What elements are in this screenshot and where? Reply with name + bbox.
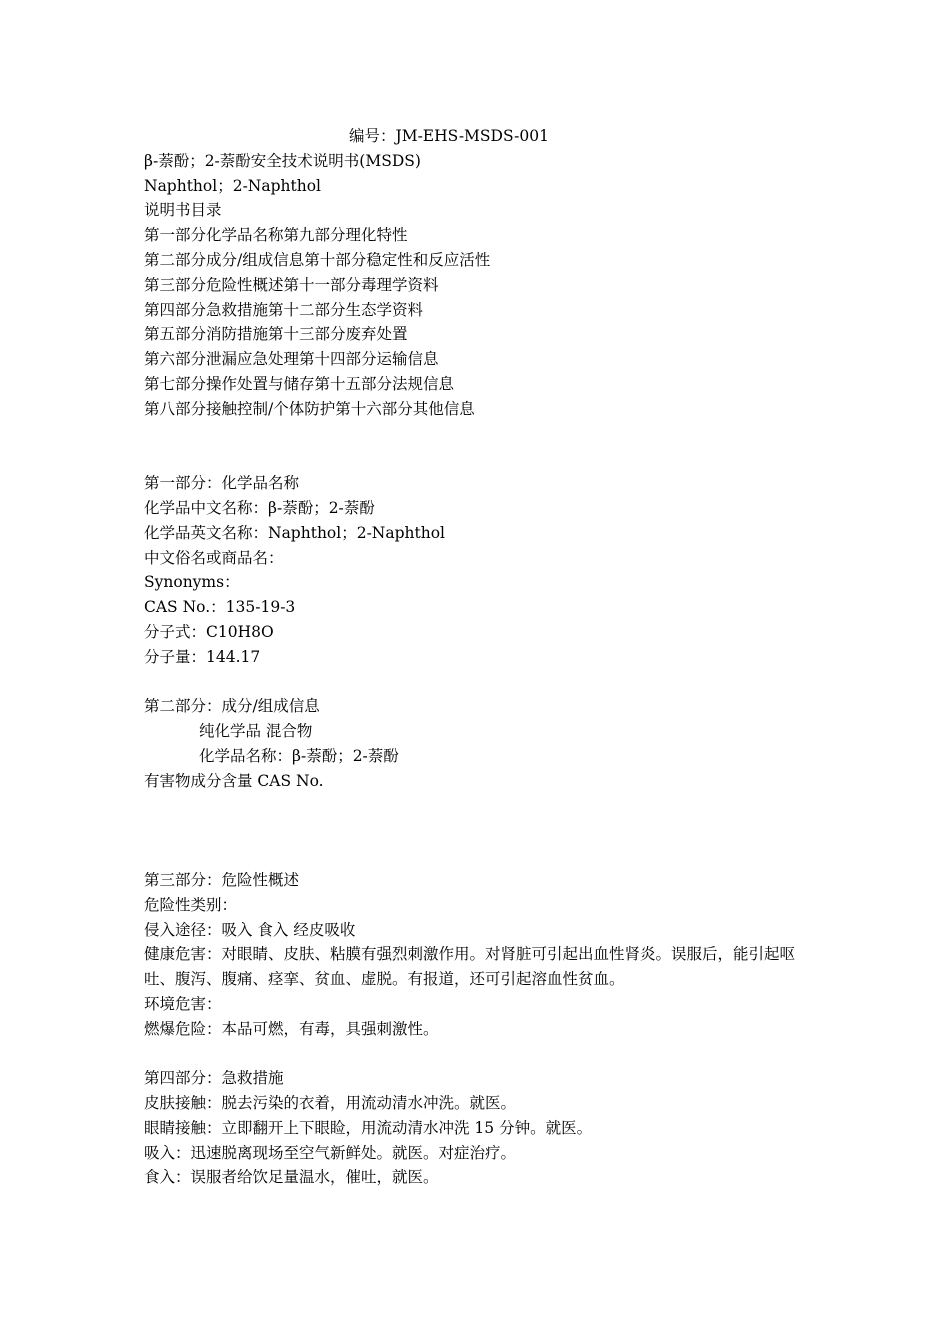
part3-category: 危险性类别： bbox=[144, 895, 238, 914]
part1-weight: 分子量：144.17 bbox=[144, 647, 261, 666]
toc-heading: 说明书目录 bbox=[144, 201, 222, 220]
part1-formula: 分子式：C10H8O bbox=[144, 622, 274, 641]
english-name: Naphthol；2-Naphthol bbox=[144, 176, 322, 195]
toc-item: 第四部分急救措施第十二部分生态学资料 bbox=[144, 300, 424, 319]
toc-item: 第七部分操作处置与储存第十五部分法规信息 bbox=[144, 374, 455, 393]
toc-item: 第八部分接触控制/个体防护第十六部分其他信息 bbox=[144, 399, 475, 418]
part1-synonyms: Synonyms： bbox=[144, 573, 240, 592]
part1-en-name: 化学品英文名称：Naphthol；2-Naphthol bbox=[144, 523, 446, 542]
part1-heading: 第一部分：化学品名称 bbox=[144, 474, 300, 493]
toc-item: 第三部分危险性概述第十一部分毒理学资料 bbox=[144, 275, 439, 294]
part3-fire: 燃爆危险：本品可燃，有毒，具强刺激性。 bbox=[144, 1019, 439, 1038]
part1-common-name: 中文俗名或商品名： bbox=[144, 548, 284, 567]
toc-item: 第五部分消防措施第十三部分废弃处置 bbox=[144, 325, 408, 344]
doc-number: 编号：JM-EHS-MSDS-001 bbox=[348, 127, 549, 145]
part2-hazard: 有害物成分含量 CAS No. bbox=[144, 771, 324, 790]
part2-name: 化学品名称：β-萘酚；2-萘酚 bbox=[199, 746, 399, 765]
toc-item: 第二部分成分/组成信息第十部分稳定性和反应活性 bbox=[144, 250, 491, 269]
document-body bbox=[144, 124, 824, 1190]
part3-health-line1: 健康危害：对眼睛、皮肤、粘膜有强烈刺激作用。对肾脏可引起出血性肾炎。误服后，能引起呕 bbox=[144, 945, 796, 964]
part2-heading: 第二部分：成分/组成信息 bbox=[144, 697, 320, 716]
part1-cn-name: 化学品中文名称：β-萘酚；2-萘酚 bbox=[144, 498, 375, 517]
part4-inhale: 吸入：迅速脱离现场至空气新鲜处。就医。对症治疗。 bbox=[144, 1143, 517, 1162]
part3-health-line2: 吐、腹泻、腹痛、痉挛、贫血、虚脱。有报道，还可引起溶血性贫血。 bbox=[144, 970, 625, 989]
part4-skin: 皮肤接触：脱去污染的衣着，用流动清水冲洗。就医。 bbox=[144, 1094, 517, 1113]
part3-route: 侵入途径：吸入 食入 经皮吸收 bbox=[144, 920, 356, 939]
part1-cas: CAS No.：135-19-3 bbox=[144, 598, 296, 617]
toc-item: 第六部分泄漏应急处理第十四部分运输信息 bbox=[144, 350, 439, 369]
part3-heading: 第三部分：危险性概述 bbox=[144, 870, 300, 889]
part4-ingest: 食入：误服者给饮足量温水，催吐，就医。 bbox=[144, 1168, 439, 1187]
doc-title: β-萘酚；2-萘酚安全技术说明书(MSDS) bbox=[144, 151, 421, 170]
part4-heading: 第四部分：急救措施 bbox=[144, 1069, 284, 1088]
part4-eye: 眼睛接触：立即翻开上下眼睑，用流动清水冲洗 15 分钟。就医。 bbox=[144, 1118, 593, 1137]
part3-environment: 环境危害： bbox=[144, 994, 222, 1013]
toc-item: 第一部分化学品名称第九部分理化特性 bbox=[144, 226, 408, 245]
part2-type: 纯化学品 混合物 bbox=[199, 722, 313, 741]
